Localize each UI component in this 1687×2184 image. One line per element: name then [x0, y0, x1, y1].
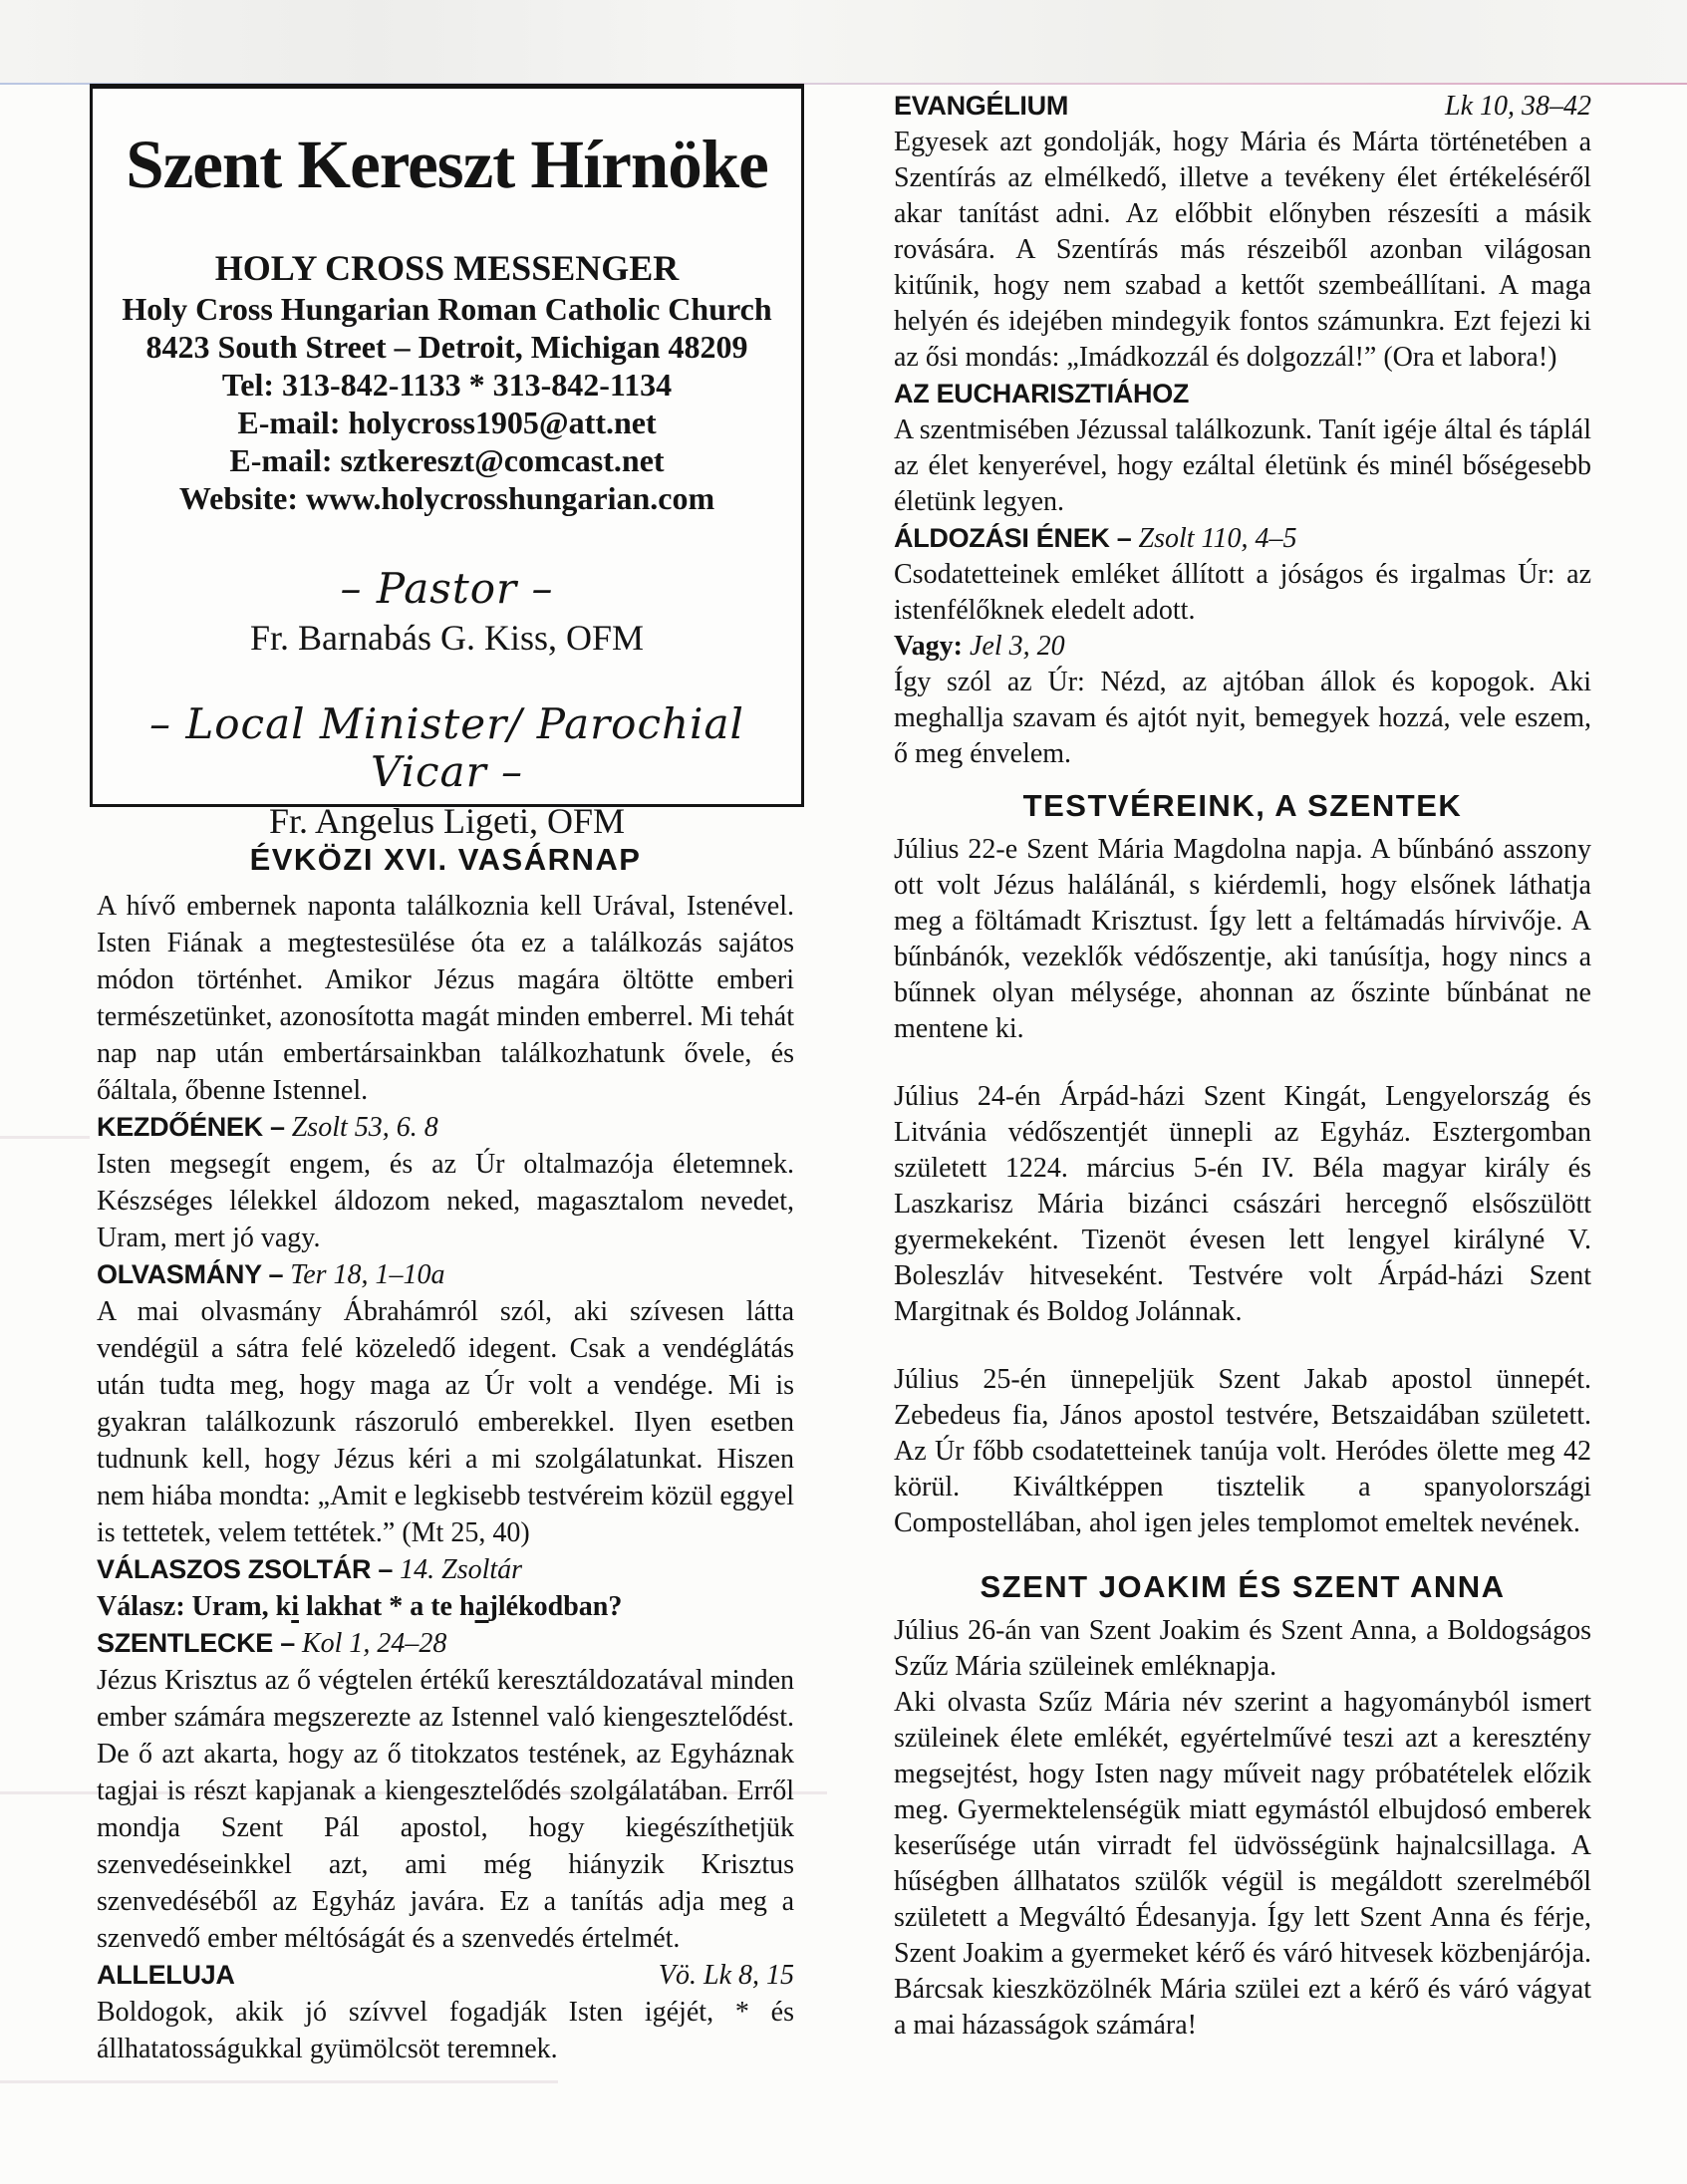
valasz-underlined-letter: a — [474, 1591, 489, 1622]
email-secondary: E-mail: sztkereszt@comcast.net — [229, 442, 665, 478]
olvasmany-line — [97, 1256, 794, 1293]
szentek-heading: TESTVÉREINK, A SZENTEK — [1022, 788, 1463, 823]
alleluja-text: Boldogok, akik jó szívvel fogadják Isten igéjét, * és állhatatosságukkal gyümölcsöt teremnek. — [97, 1997, 794, 2064]
szentlecke-line — [97, 1625, 794, 1662]
left-column — [97, 842, 794, 2067]
szentlecke-text: Jézus Krisztus az ő végtelen értékű keresztáldozatával minden ember számára megszerezte az Istennel való kiengesztelődést. De ő azt akarta, hogy az ő titokzatos testének, az Egyháznak tagjai is részt kapjanak a kiengesztelődés szolgálatában. Erről mondja Szent Pál apostol, hogy kiegészíthetjük szenvedéseinkkel azt, ami még hiányzik Krisztus szenvedéséből az Egyház javára. Ez a tanítás adja meg a szenvedő ember méltóságát és a szenvedés értelmét. — [97, 1665, 794, 1954]
eucharisztia-text: A szentmisében Jézussal találkozunk. Tanít igéje által és táplál az élet kenyerével, hogy ezáltal életünk és minél bőségesebb életünk legyen. — [894, 414, 1591, 517]
sunday-heading: ÉVKÖZI XVI. VASÁRNAP — [249, 842, 642, 877]
szentek-paragraph-1: Július 22-e Szent Mária Magdolna napja. A bűnbánó asszony ott volt Jézus halálánál, s kiérdemli, hogy elsőnek láthatja meg a föltámadt Krisztust. Így lett a feltámadás hírvivője. A bűnbánók, vezeklők védőszentje, aki tanúsítja, hogy nincs a bűnnek olyan mélysége, ahonnan az őszinte bűnbánat ne mentene ki. — [894, 834, 1591, 1044]
intro-paragraph: A hívő embernek naponta találkoznia kell Urával, Istenével. Isten Fiának a megtestesülése óta ez a találkozás sajátos módon történhet. Amikor Jézus magára öltötte emberi természetünket, azonosította magát minden emberrel. Mi tehát nap nap után embertársainkban találkozhatunk ővele, és őáltala, őbenne Istennel. — [97, 891, 794, 1106]
alleluja-ref: Vö. Lk 8, 15 — [658, 1960, 794, 1991]
valasz-text: lakhat * a te h — [298, 1591, 475, 1622]
email-primary: E-mail: holycross1905@att.net — [237, 405, 657, 440]
vagy-line — [894, 629, 1591, 665]
kezdoenek-text: Isten megsegít engem, és az Úr oltalmazója életemnek. Készséges lélekkel áldozom neked, magasztalom nevedet, Uram, mert jó vagy. — [97, 1149, 794, 1253]
alleluja-label: ALLELUJA — [97, 1960, 235, 1990]
aldozasi-ref: Zsolt 110, 4–5 — [1138, 523, 1297, 554]
valasz-text: jlékodban? — [488, 1591, 623, 1622]
vicar-name: Fr. Angelus Ligeti, OFM — [268, 801, 626, 841]
kezdoenek-label: KEZDŐÉNEK – — [97, 1112, 285, 1142]
szentlecke-label: SZENTLECKE – — [97, 1628, 295, 1658]
kezdoenek-ref: Zsolt 53, 6. 8 — [291, 1112, 438, 1143]
evangelium-ref: Lk 10, 38–42 — [1445, 91, 1591, 122]
scan-streak — [0, 2080, 558, 2083]
valasz-underlined-letter: i — [291, 1591, 299, 1622]
alleluja-line — [97, 1957, 794, 1994]
eucharisztia-label: AZ EUCHARISZTIÁHOZ — [894, 379, 1190, 409]
phone-numbers: Tel: 313-842-1133 * 313-842-1134 — [221, 367, 673, 403]
church-address: 8423 South Street – Detroit, Michigan 48209 — [145, 329, 748, 365]
scan-top-band — [0, 0, 1687, 83]
aldozasi-label: ÁLDOZÁSI ÉNEK – — [894, 523, 1132, 553]
szentek-paragraph-3: Július 25-én ünnepeljük Szent Jakab apostol ünnepét. Zebedeus fia, János apostol testvére, Betszaidában született. Az Úr főbb csodatetteinek tanúja volt. Heródes ölette meg 42 körül. Kiváltképpen tisztelik a spanyolországi Compostellában, ahol igen jeles templomot emeltek nevének. — [894, 1364, 1591, 1538]
church-name: Holy Cross Hungarian Roman Catholic Church — [122, 291, 772, 327]
vagy-ref: Jel 3, 20 — [969, 631, 1065, 662]
masthead-subtitle: HOLY CROSS MESSENGER — [214, 248, 680, 288]
joakim-paragraph-1: Július 26-án van Szent Joakim és Szent Anna, a Boldogságos Szűz Mária szüleinek emléknapja. — [894, 1615, 1591, 1682]
website: Website: www.holycrosshungarian.com — [178, 480, 715, 516]
valaszos-line — [97, 1551, 794, 1588]
valasz-text: Válasz: Uram, k — [97, 1591, 292, 1622]
vicar-label: – Local Minister/ Parochial Vicar – — [149, 699, 744, 796]
pastor-name: Fr. Barnabás G. Kiss, OFM — [249, 618, 644, 658]
evangelium-label: EVANGÉLIUM — [894, 91, 1069, 121]
olvasmany-text: A mai olvasmány Ábrahámról szól, aki szívesen látta vendégül a sátra felé közeledő idegent. Csak a vendéglátás után tudta meg, hogy maga az Úr volt a vendége. Mi is gyakran találkozunk rászoruló emberekkel. Ilyen esetben tudnunk kell, hogy Jézus kéri a mi szolgálatunkat. Hiszen nem hiába mondta: „Amit e legkisebb testvéreim közül eggyel is tettetek, velem tettétek.” (Mt 25, 40) — [97, 1296, 794, 1548]
olvasmany-ref: Ter 18, 1–10a — [290, 1259, 445, 1290]
valaszos-ref: 14. Zsoltár — [400, 1554, 523, 1585]
valaszos-label: VÁLASZOS ZSOLTÁR – — [97, 1554, 394, 1584]
szentek-paragraph-2: Július 24-én Árpád-házi Szent Kingát, Lengyelország és Litvánia védőszentjét ünnepli az Egyház. Esztergomban született 1224. március 5-én IV. Béla magyar király és Laszkarisz Mária bizánci császári hercegnő elsőszülött gyermekeként. Tizenöt évesen lett lengyel királyné V. Boleszláv hitveseként. Testvére volt Árpád-házi Szent Margitnak és Boldog Jolánnak. — [894, 1081, 1591, 1327]
vagy-label: Vagy: — [894, 631, 963, 662]
aldozasi-text: Csodatetteinek emléket állított a jóságos és irgalmas Úr: az istenfélőknek eledelt adott. — [894, 559, 1591, 626]
joakim-heading: SZENT JOAKIM ÉS SZENT ANNA — [980, 1569, 1506, 1604]
olvasmany-label: OLVASMÁNY – — [97, 1259, 284, 1289]
right-column — [894, 88, 1591, 2044]
eucharisztia-line — [894, 376, 1591, 412]
joakim-paragraph-2: Aki olvasta Szűz Mária név szerint a hagyományból ismert szüleinek élete emlékét, egyértelművé teszi azt a keresztény megsejtést, hogy Isten nagy műveit nagy próbatételek előzik meg. Gyermektelenségük miatt egymástól elbujdosó emberek keserűsége után virradt fel üdvösségünk hajnalcsillaga. A hűségben állhatatos szülők végül is megáldott szerelméből született a Megváltó Édesanyja. Így lett Szent Anna és férje, Szent Joakim a gyermeket kérő és váró hitvesek közbenjárója. Bárcsak kieszközölnék Mária szülei ezt a kérő és váró vágyat a mai házasságok számára! — [894, 1687, 1591, 2041]
bulletin-title: Szent Kereszt Hírnöke — [126, 127, 768, 202]
szentlecke-ref: Kol 1, 24–28 — [301, 1628, 447, 1659]
pastor-label: – Pastor – — [340, 564, 554, 613]
masthead-box — [90, 84, 804, 841]
evangelium-text: Egyesek azt gondolják, hogy Mária és Márta történetében a Szentírás az elmélkedő, illetve a tevékeny élet értékeléséről akar tanítást adni. Az előbbit előnyben részesíti a másik rovására. A Szentírás más részeiből azonban világosan kitűnik, hogy nem szabad a kettőt szembeállítani. A maga helyén és idejében mindegyik fontos számunkra. Ezt fejezi ki az ősi mondás: „Imádkozzál és dolgozzál!” (Ora et labora!) — [894, 127, 1591, 373]
scan-streak — [0, 1136, 90, 1139]
evangelium-line — [894, 88, 1591, 125]
aldozasi-line — [894, 520, 1591, 557]
kezdoenek-line — [97, 1109, 794, 1146]
vagy-text: Így szól az Úr: Nézd, az ajtóban állok és kopogok. Aki meghallja szavam és ajtót nyit, bemegyek hozzá, vele eszem, ő meg énvelem. — [894, 667, 1591, 769]
valasz-response-line — [97, 1588, 794, 1625]
